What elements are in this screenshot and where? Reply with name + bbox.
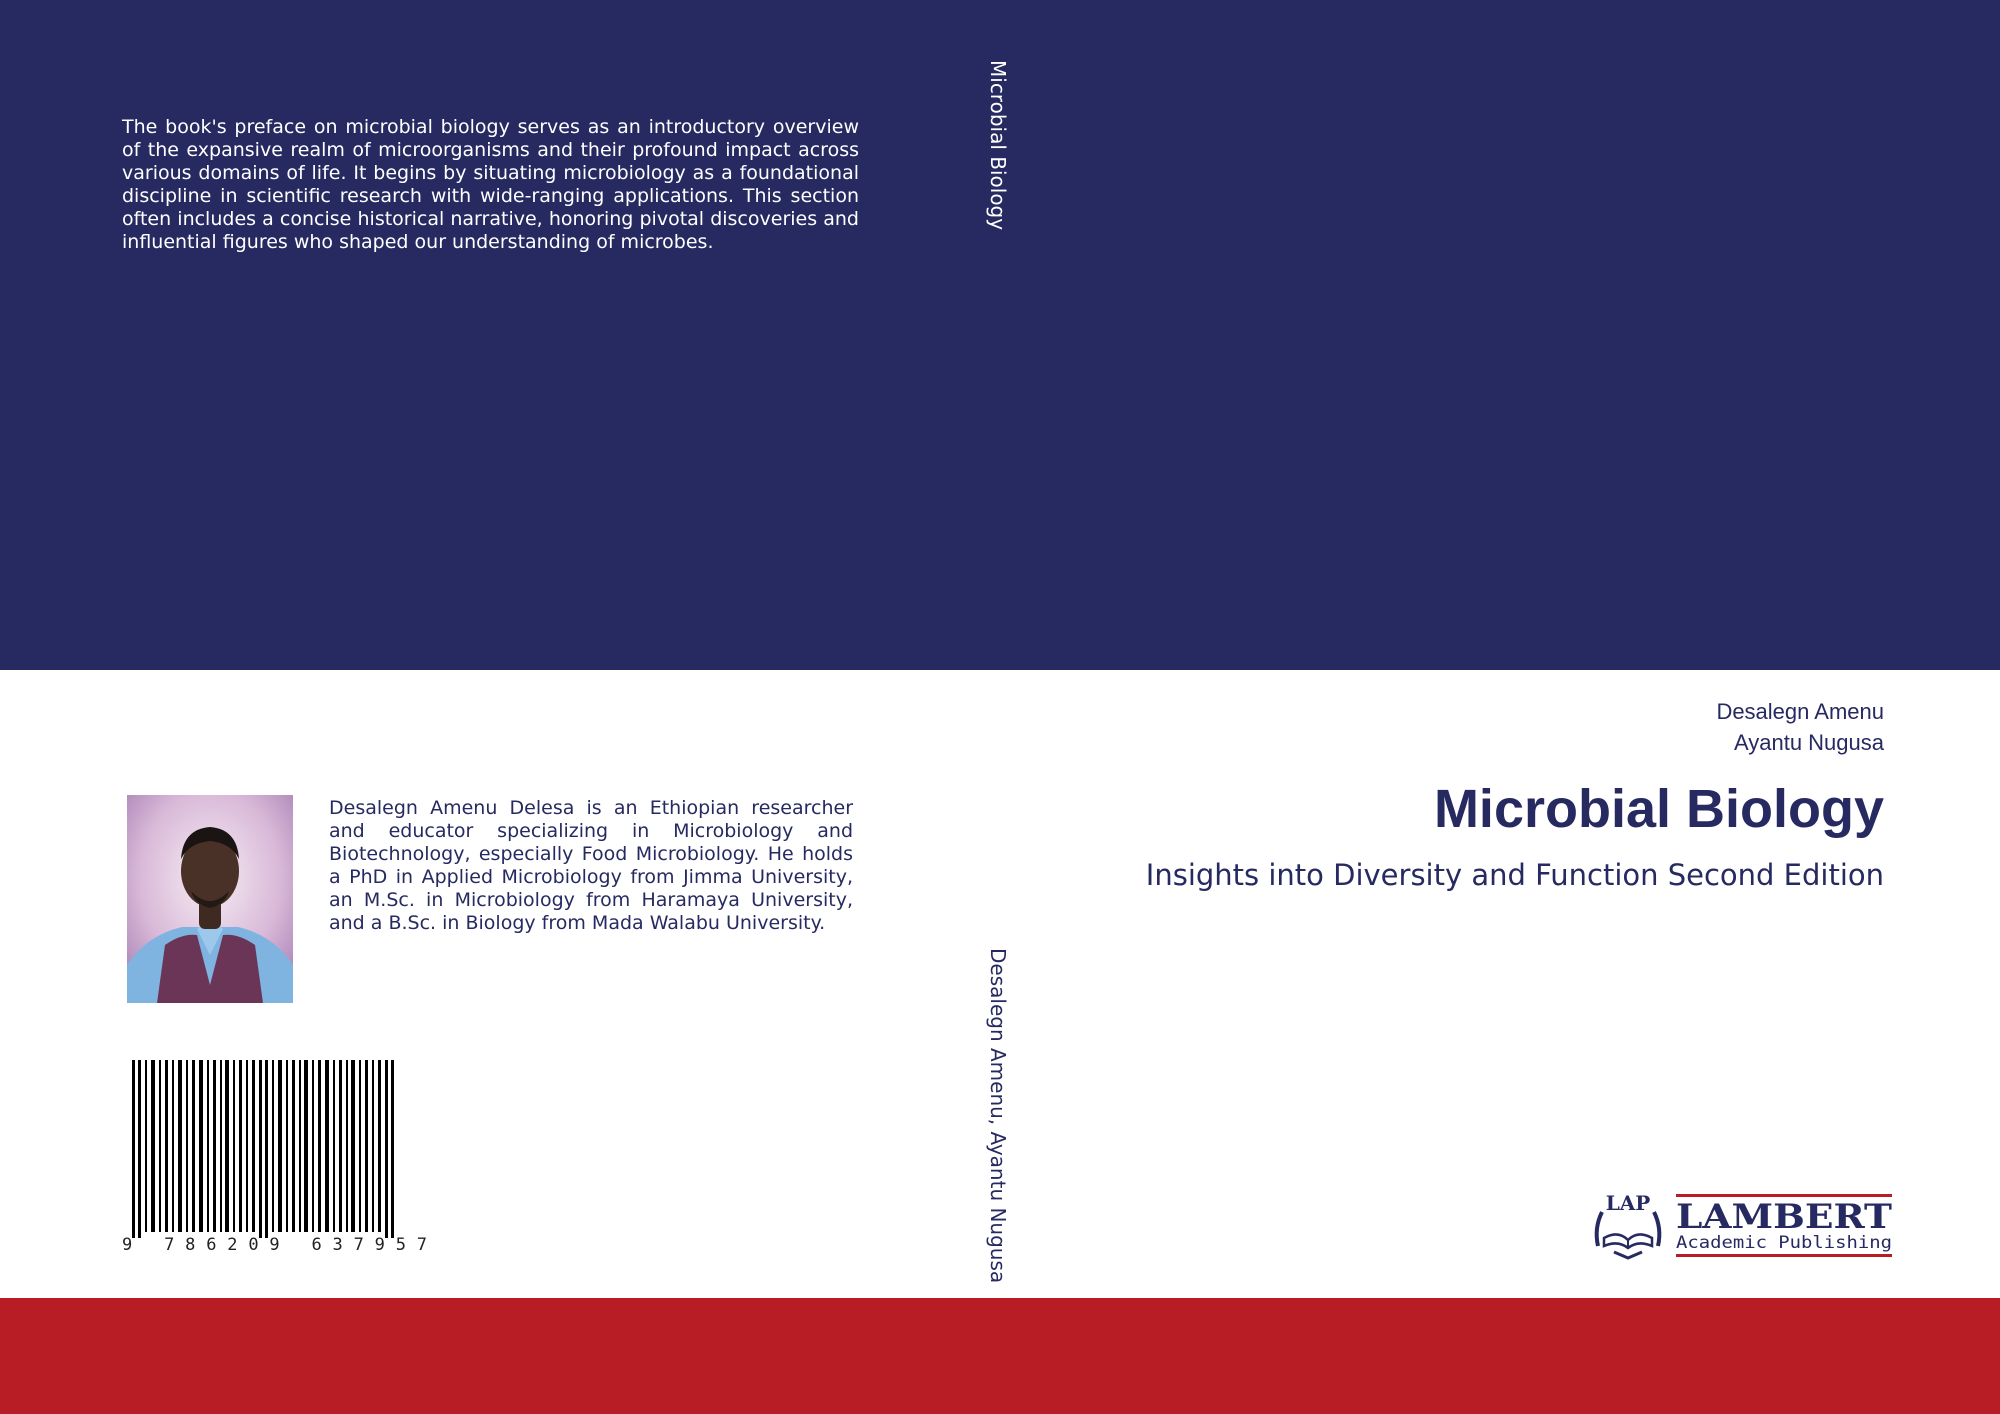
author-name: Desalegn Amenu xyxy=(1716,699,1884,724)
barcode xyxy=(122,1060,442,1250)
author-bio: Desalegn Amenu Delesa is an Ethiopian researcher and educator specializing in Microbiology and Biotechnology, especially Food Microbiology. He holds a PhD in Applied Microbiology from Jimma University, an M.Sc. in Microbiology from Haramaya University, and a B.Sc. in Biology from Mada Walabu University. xyxy=(329,797,853,934)
publisher-division: Academic Publishing xyxy=(1676,1233,1892,1253)
spine-title: Microbial Biology xyxy=(986,60,1010,231)
book-subtitle: Insights into Diversity and Function Second Edition xyxy=(1145,858,1884,892)
publisher-name: LAMBERT xyxy=(1676,1197,1892,1237)
back-cover-blurb: The book's preface on microbial biology serves as an introductory overview of the expansive realm of microorganisms and their profound impact across various domains of life. It begins by situating microbiology as a foundational discipline in scientific research with wide-ranging applications. This section often includes a concise historical narrative, honoring pivotal discoveries and influential figures who shaped our understanding of microbes. xyxy=(122,116,859,253)
lap-emblem-icon xyxy=(1597,1191,1660,1258)
publisher-logo xyxy=(1590,1188,1896,1262)
isbn-text: 9 786209 637957 xyxy=(122,1235,427,1255)
red-bottom-band xyxy=(0,1298,2000,1414)
spine-authors: Desalegn Amenu, Ayantu Nugusa xyxy=(986,948,1010,1284)
book-title: Microbial Biology xyxy=(1433,779,1884,839)
author-photo xyxy=(127,795,293,1003)
lap-badge-text: LAP xyxy=(1605,1191,1651,1215)
front-cover-authors xyxy=(1716,696,1884,758)
isbn-digits xyxy=(122,1234,442,1261)
author-name: Ayantu Nugusa xyxy=(1733,730,1884,755)
